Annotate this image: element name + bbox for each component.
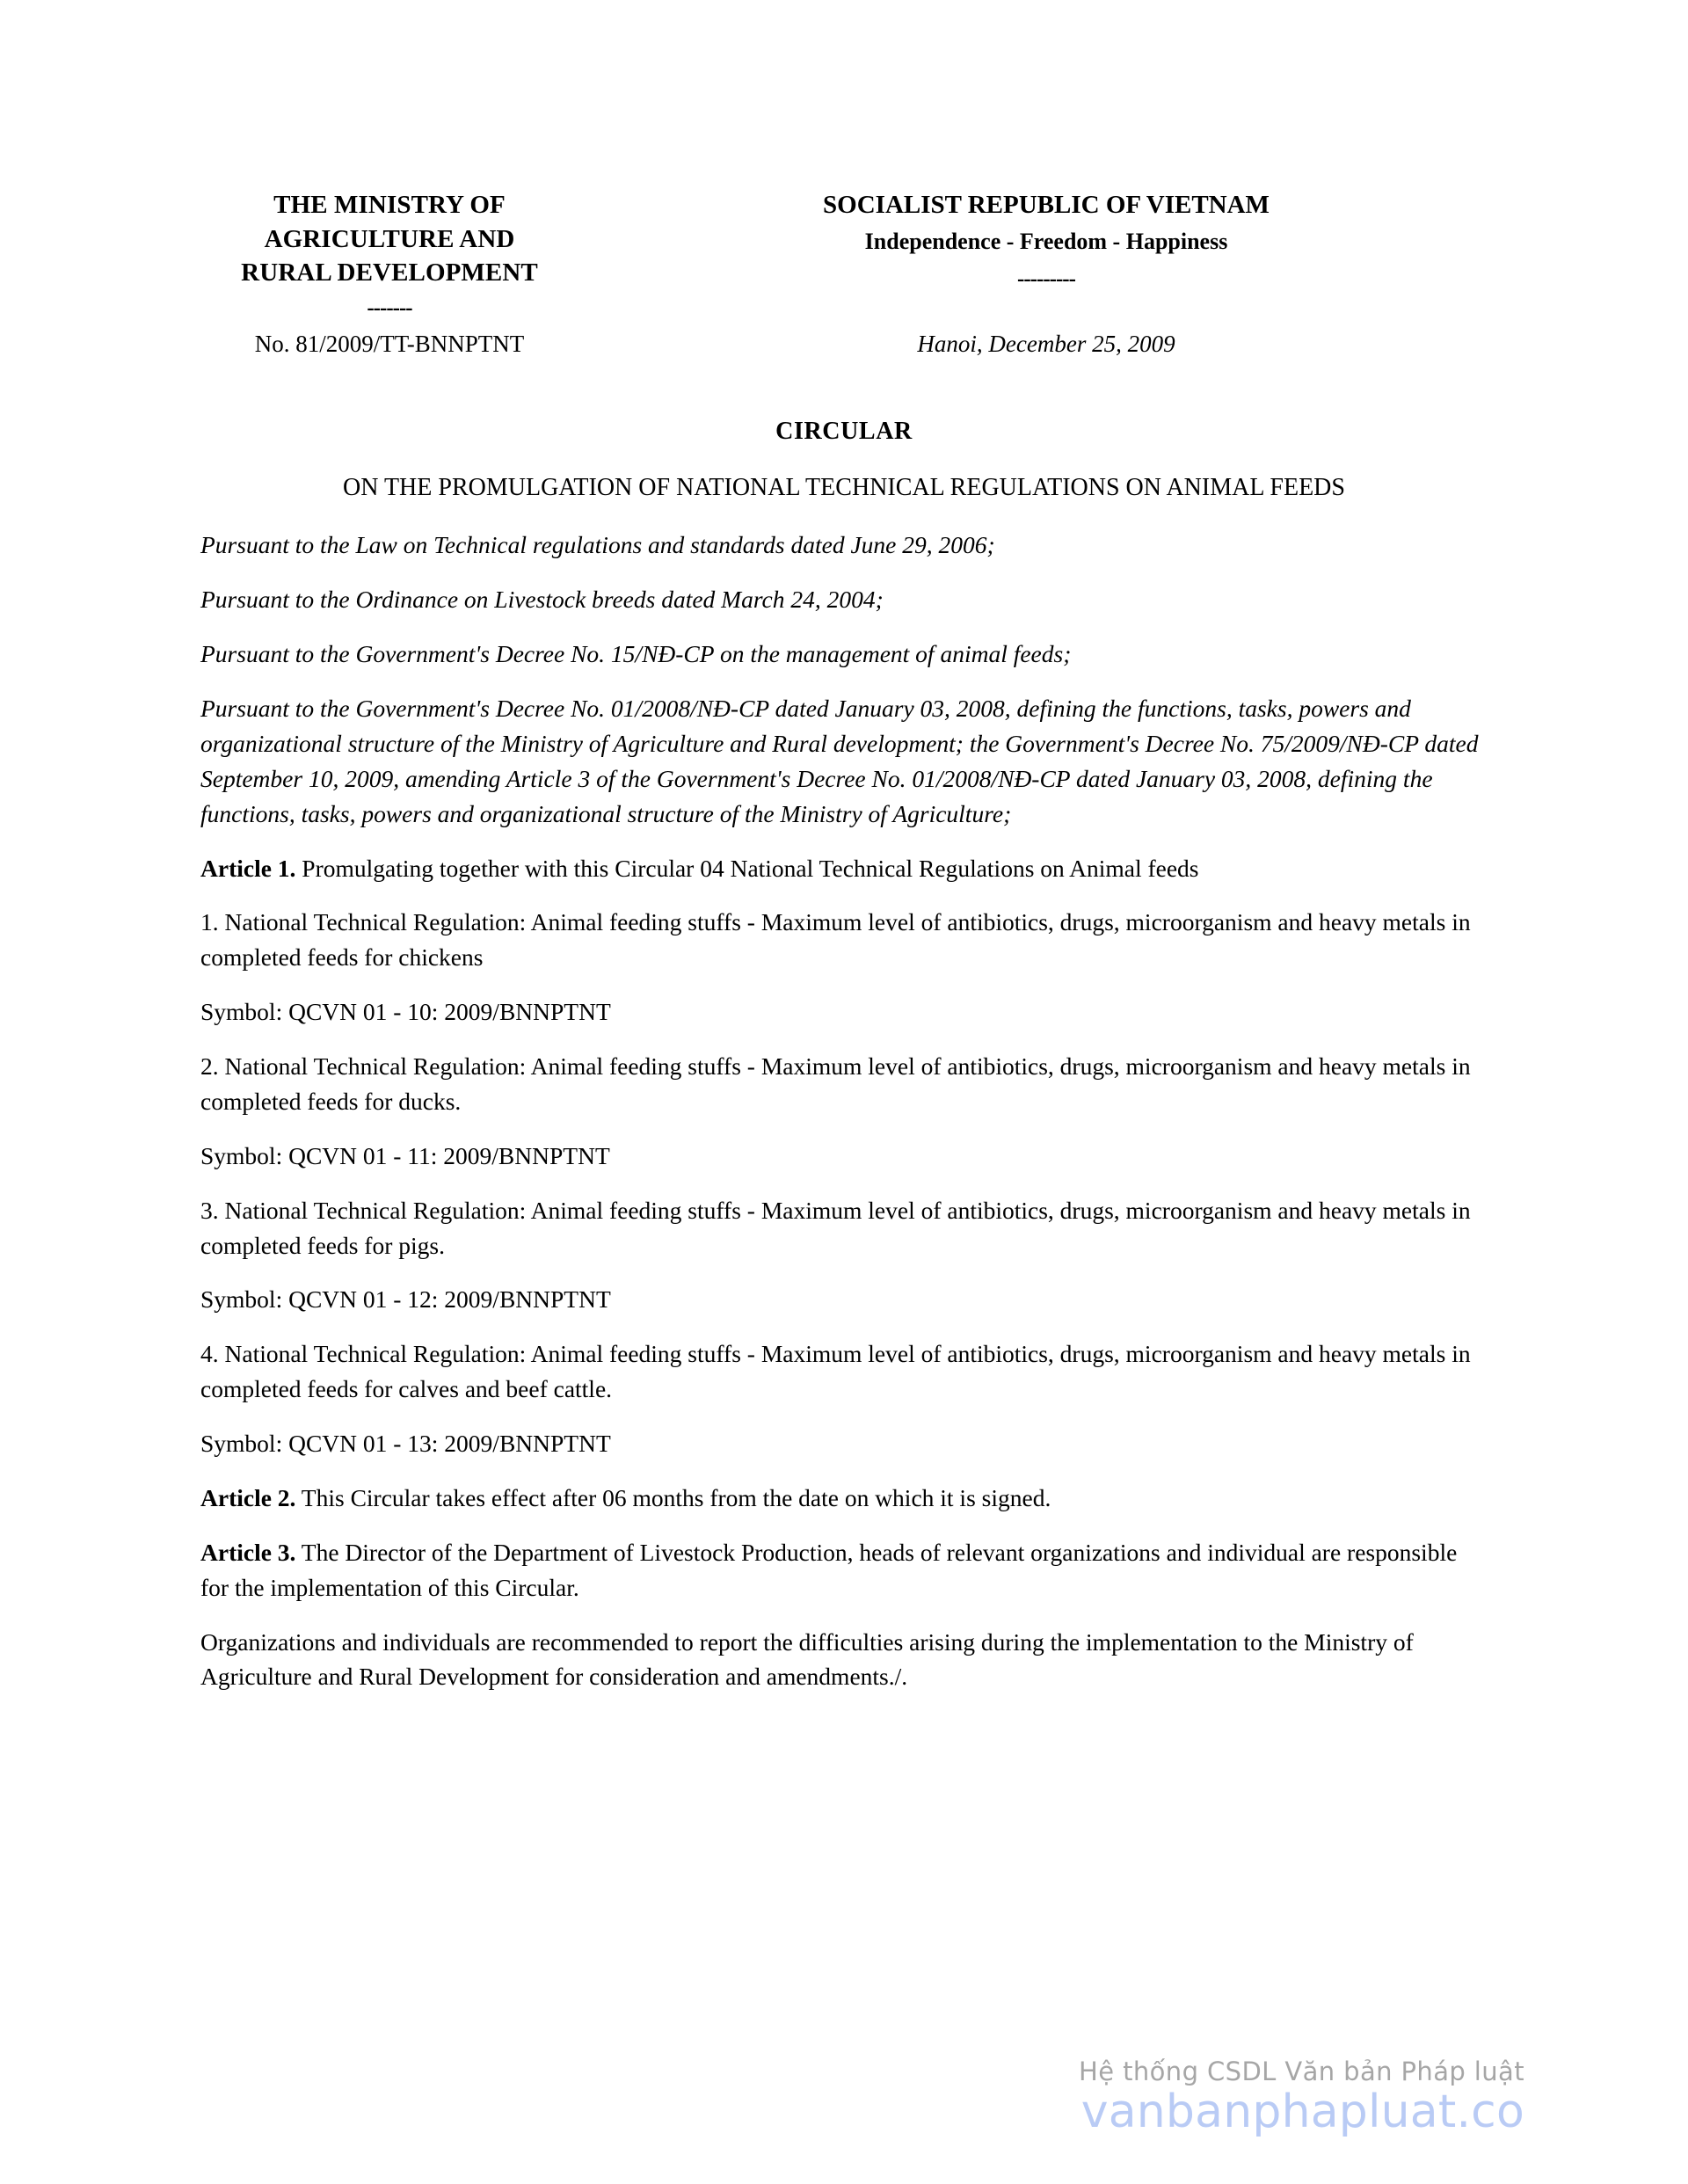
nation-name: SOCIALIST REPUBLIC OF VIETNAM	[823, 191, 1270, 219]
number-and-date-row	[0, 331, 1688, 358]
preamble-clause-4: Pursuant to the Government's Decree No. 01/2008/NĐ-CP dated January 03, 2008, defining the functions, tasks, powers and organizational structure of the Ministry of Agriculture and Rural development; the Government's Decree No. 75/2009/NĐ-CP dated September 10, 2009, amending Article 3 of the Government's Decree No. 01/2008/NĐ-CP dated January 03, 2008, defining the functions, tasks, powers and organizational structure of the Ministry of Agriculture;	[200, 695, 1479, 827]
regulation-symbol-1: Symbol: QCVN 01 - 10: 2009/BNNPTNT	[200, 998, 611, 1026]
national-heading-block	[578, 188, 1488, 293]
regulation-item-3: 3. National Technical Regulation: Animal feeding stuffs - Maximum level of antibiotics, drugs, microorganism and heavy metals in completed feeds for pigs.	[200, 1196, 1471, 1259]
issuing-body-line-2: AGRICULTURE AND	[264, 224, 515, 253]
regulation-symbol-3: Symbol: QCVN 01 - 12: 2009/BNNPTNT	[200, 1285, 611, 1314]
document-body	[0, 528, 1688, 1694]
article-2-text: This Circular takes effect after 06 months from the date on which it is signed.	[295, 1483, 1051, 1511]
regulation-item-1: 1. National Technical Regulation: Animal feeding stuffs - Maximum level of antibiotics, drugs, microorganism and heavy metals in completed feeds for chickens	[200, 908, 1471, 972]
watermark-domain: vanbanphapluat.co	[1080, 2086, 1524, 2139]
nation-divider: ---------	[1017, 267, 1075, 292]
article-2-label: Article 2.	[200, 1483, 296, 1511]
document-header	[0, 0, 1688, 322]
nation-motto: Independence - Freedom - Happiness	[864, 228, 1228, 254]
issuing-body-line-1: THE MINISTRY OF	[273, 191, 506, 219]
issuing-body-divider: -------	[367, 295, 412, 320]
article-1-paragraph	[200, 851, 1479, 886]
article-3-label: Article 3.	[200, 1538, 296, 1566]
preamble-clause-1: Pursuant to the Law on Technical regulations and standards dated June 29, 2006;	[200, 531, 995, 559]
article-1-label: Article 1.	[200, 854, 296, 882]
article-2-paragraph	[200, 1481, 1479, 1516]
issuing-body-line-3: RURAL DEVELOPMENT	[241, 258, 538, 288]
watermark-tagline: Hệ thống CSDL Văn bản Pháp luật	[1079, 2056, 1524, 2086]
preamble-clause-3: Pursuant to the Government's Decree No. 15/NĐ-CP on the management of animal feeds;	[200, 640, 1072, 668]
article-3-text: The Director of the Department of Livestock Production, heads of relevant organizations and individual are responsible for the implementation of this Circular.	[200, 1538, 1458, 1601]
document-number: No. 81/2009/TT-BNNPTNT	[254, 330, 525, 357]
closing-paragraph: Organizations and individuals are recommended to report the difficulties arising during the implementation to the Ministry of Agriculture and Rural Development for consideration and amendments./.	[200, 1627, 1414, 1691]
article-1-text: Promulgating together with this Circular 04 National Technical Regulations on Animal feeds	[295, 854, 1199, 882]
issuing-body-block	[200, 188, 578, 322]
place-and-date: Hanoi, December 25, 2009	[917, 330, 1175, 357]
article-3-paragraph	[200, 1535, 1479, 1605]
preamble-clause-2: Pursuant to the Ordinance on Livestock breeds dated March 24, 2004;	[200, 586, 884, 614]
regulation-symbol-2: Symbol: QCVN 01 - 11: 2009/BNNPTNT	[200, 1141, 610, 1169]
document-type-title: CIRCULAR	[775, 417, 913, 445]
regulation-item-4: 4. National Technical Regulation: Animal feeding stuffs - Maximum level of antibiotics, drugs, microorganism and heavy metals in completed feeds for calves and beef cattle.	[200, 1340, 1471, 1403]
regulation-symbol-4: Symbol: QCVN 01 - 13: 2009/BNNPTNT	[200, 1430, 611, 1458]
site-watermark	[1079, 2057, 1524, 2137]
regulation-item-2: 2. National Technical Regulation: Animal feeding stuffs - Maximum level of antibiotics, drugs, microorganism and heavy metals in completed feeds for ducks.	[200, 1052, 1471, 1115]
document-subject-title: ON THE PROMULGATION OF NATIONAL TECHNICAL REGULATIONS ON ANIMAL FEEDS	[343, 473, 1345, 501]
